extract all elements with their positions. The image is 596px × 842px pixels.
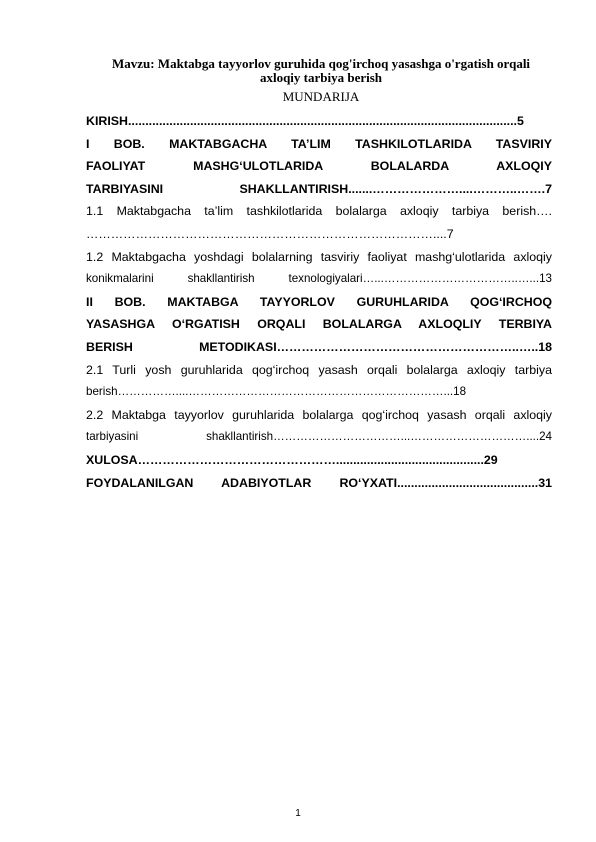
toc-entry-chapter-1-line-2[interactable]: FAOLIYAT MASHG‘ULOTLARIDA BOLALARDA AXLOQIY	[86, 159, 552, 174]
toc-entry-chapter-2-line-1[interactable]: II BOB. MAKTABGA TAYYORLOV GURUHLARIDA QOG‘IRCHOQ	[86, 294, 552, 309]
toc-entry-section-2-2-line-1[interactable]: 2.2 Maktabga tayyorlov guruhlarida bolalarga qog‘irchoq yasash orqali axloqiy	[86, 407, 552, 422]
toc-heading: MUNDARIJA	[282, 89, 360, 104]
toc-entry-xulosa[interactable]: XULOSA…………………………………………...........................................29	[86, 452, 498, 467]
toc-entry-section-1-1-line-2[interactable]: …………………………………………………………………………....7	[86, 226, 454, 241]
toc-entry-chapter-2-line-2[interactable]: YASASHGA O‘RGATISH ORQALI BOLALARGA AXLOQLIY TERBIYA	[86, 317, 552, 332]
toc-entry-adabiyotlar[interactable]: FOYDALANILGAN ADABIYOTLAR RO‘YXATI.........................................31	[86, 475, 552, 490]
toc-entry-section-1-2-line-1[interactable]: 1.2 Maktabgacha yoshdagi bolalarning tasviriy faoliyat mashg‘ulotlarida axloqiy	[86, 249, 552, 264]
toc-entry-section-1-2-line-2[interactable]: konikmalarini shakllantirish texnologiyalari…...……………………………..…...13	[86, 272, 552, 286]
toc-entry-chapter-1-line-3[interactable]: TARBIYASINI SHAKLLANTIRISH.......…………………....………..…….7	[86, 181, 552, 196]
document-title	[86, 57, 556, 85]
toc-entry-kirish[interactable]: KIRISH.................................................................................................................5	[86, 114, 524, 128]
toc-entry-section-2-1-line-1[interactable]: 2.1 Turli yosh guruhlarida qog‘irchoq yasash orqali bolalarga axloqiy tarbiya	[86, 362, 552, 377]
title-line-2: axloqiy tarbiya berish	[259, 70, 383, 85]
toc-entry-chapter-2-line-3[interactable]: BERISH METODIKASI…………………………………………………..…..18	[86, 339, 552, 354]
toc-entry-section-2-2-line-2[interactable]: tarbiyasini shakllantirish……………………………...…………………………....24	[86, 430, 552, 444]
toc-entry-chapter-1-line-1[interactable]: I BOB. MAKTABGACHA TA’LIM TASHKILOTLARIDA TASVIRIY	[86, 136, 552, 151]
title-line-1: Mavzu: Maktabga tayyorlov guruhida qog'irchoq yasashga o'rgatish orqali	[111, 56, 531, 71]
page-number: 1	[295, 808, 301, 819]
table-of-contents	[86, 110, 552, 494]
toc-entry-section-2-1-line-2[interactable]: berish……………....…………………………………………………………...18	[86, 385, 467, 399]
toc-entry-section-1-1-line-1[interactable]: 1.1 Maktabgacha ta’lim tashkilotlarida bolalarga axloqiy tarbiya berish….	[86, 204, 552, 219]
